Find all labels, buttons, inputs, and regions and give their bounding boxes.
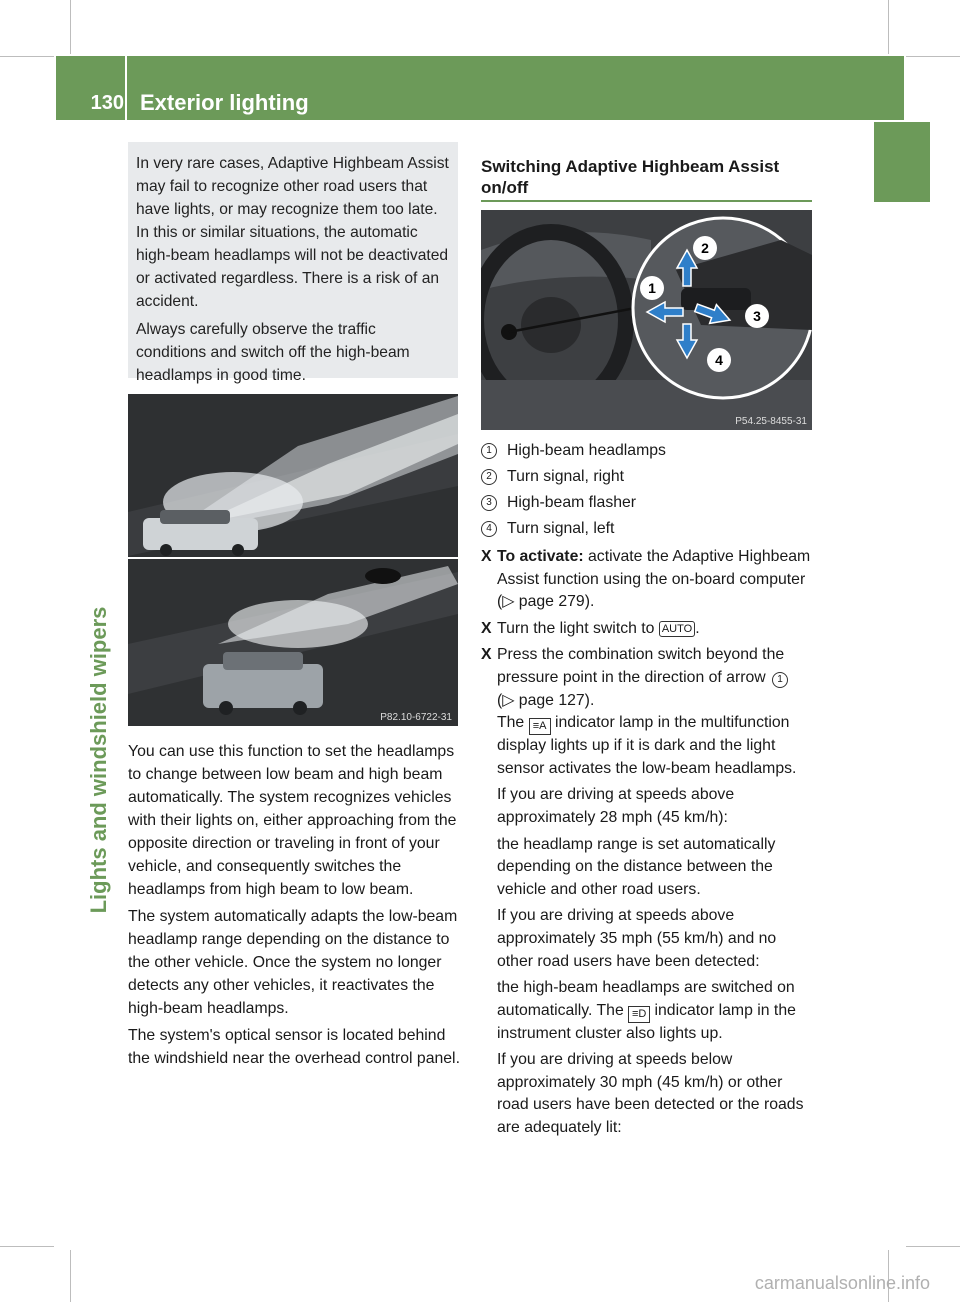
page-reference: (▷ page 127). — [497, 691, 595, 709]
assist-indicator-icon: ≡A — [529, 718, 551, 735]
callout-number: 3 — [481, 495, 497, 511]
step-text: If you are driving at speeds above approximately 35 mph (55 km/h) and no other road users have been detected: — [497, 907, 777, 970]
highbeam-indicator-icon: ≡D — [628, 1006, 650, 1023]
header-separator — [125, 56, 127, 122]
callout-number: 1 — [481, 443, 497, 459]
callout-legend — [481, 438, 821, 542]
steering-illustration — [481, 210, 812, 430]
side-tab-label: Lights and windshield wipers — [86, 606, 111, 914]
crop-mark — [70, 1250, 71, 1302]
step-text: indicator lamp in the multifunction display lights up if it is dark and the light sensor activates the low-beam headlamps. — [497, 714, 797, 777]
crop-mark — [906, 56, 960, 57]
legend-item — [481, 516, 821, 542]
step-label: To activate: — [497, 548, 584, 565]
crop-mark — [906, 1246, 960, 1247]
callout-label: 1 — [648, 280, 656, 296]
paragraph: The system automatically adapts the low-beam headlamp range depending on the distance to the other vehicle. Once the system no longer detects any other vehicles, it reactivates the high-beam headlamps. — [128, 908, 458, 1017]
step-marker: X — [481, 548, 492, 565]
step-item — [481, 644, 815, 1139]
step-text: . — [695, 619, 700, 637]
paragraph: The system's optical sensor is located behind the windshield near the overhead control panel. — [128, 1027, 460, 1067]
legend-text: Turn signal, right — [507, 468, 625, 485]
step-text: activate the Adaptive Highbeam Assist function using the on-board computer ( — [497, 548, 811, 611]
step-text: If you are driving at speeds below approximately 30 mph (45 km/h) or other road users have been detected or the roads are adequately lit: — [497, 1051, 804, 1137]
section-rule — [481, 200, 812, 202]
auto-symbol-icon: AUTO — [659, 621, 695, 637]
callout-label: 3 — [753, 308, 761, 324]
section-header — [481, 156, 812, 198]
legend-text: High-beam headlamps — [507, 442, 666, 459]
body-text — [128, 740, 468, 1074]
warning-text: Always carefully observe the traffic conditions and switch off the high-beam headlamps in good time. — [136, 321, 410, 384]
crop-mark — [888, 0, 889, 54]
page-title: Exterior lighting — [140, 90, 309, 115]
warning-box — [128, 142, 458, 384]
callout-number: 4 — [481, 521, 497, 537]
figure-code: P82.10-6722-31 — [380, 712, 452, 723]
highbeam-illustration — [128, 394, 458, 726]
warning-text: In very rare cases, Adaptive Highbeam Assist may fail to recognize other road users that have lights, or may recognize them too late. In this or similar situations, the automatic high-beam headlamps will not be deactivated or activated regardless. There is a risk of an accident. — [136, 155, 449, 310]
legend-text: High-beam flasher — [507, 494, 637, 511]
crop-mark — [0, 1246, 54, 1247]
watermark: carmanualsonline.info — [754, 1273, 930, 1293]
step-item — [481, 546, 815, 614]
legend-text: Turn signal, left — [507, 520, 615, 537]
callout-number: 1 — [772, 672, 788, 688]
step-item — [481, 618, 815, 641]
callout-label: 4 — [715, 352, 723, 368]
crop-mark — [70, 0, 71, 54]
step-marker: X — [481, 646, 492, 664]
step-text: Turn the light switch to — [497, 619, 659, 637]
step-text: The — [497, 714, 529, 732]
side-tab-marker — [874, 122, 930, 202]
instruction-steps — [481, 546, 815, 1144]
step-text: the high-beam headlamps are switched on automatically. The — [497, 979, 795, 1019]
paragraph: You can use this function to set the headlamps to change between low beam and high beam automatically. The system recognizes vehicles with their lights on, either approaching from the opposite direction or traveling in front of your vehicle, and consequently switches the headlamps from high beam to low beam. — [128, 743, 457, 898]
step-text: If you are driving at speeds above approximately 28 mph (45 km/h): — [497, 786, 735, 826]
callout-label: 2 — [701, 240, 709, 256]
legend-item — [481, 438, 821, 464]
step-text: the headlamp range is set automatically depending on the distance between the vehicle and other road users. — [497, 835, 776, 898]
page-reference: ▷ page 279 — [502, 593, 585, 611]
figure-code: P54.25-8455-31 — [735, 416, 807, 427]
page-number: 130 — [90, 92, 124, 114]
step-marker: X — [481, 619, 492, 637]
legend-item — [481, 490, 821, 516]
section-title: Switching Adaptive Highbeam Assist on/off — [481, 157, 780, 197]
step-text: ). — [584, 593, 595, 611]
callout-number: 2 — [481, 469, 497, 485]
step-text: indicator lamp in the instrument cluster also lights up. — [497, 1001, 796, 1042]
step-text: Press the combination switch beyond the pressure point in the direction of arrow — [497, 646, 785, 686]
legend-item — [481, 464, 821, 490]
crop-mark — [0, 56, 54, 57]
